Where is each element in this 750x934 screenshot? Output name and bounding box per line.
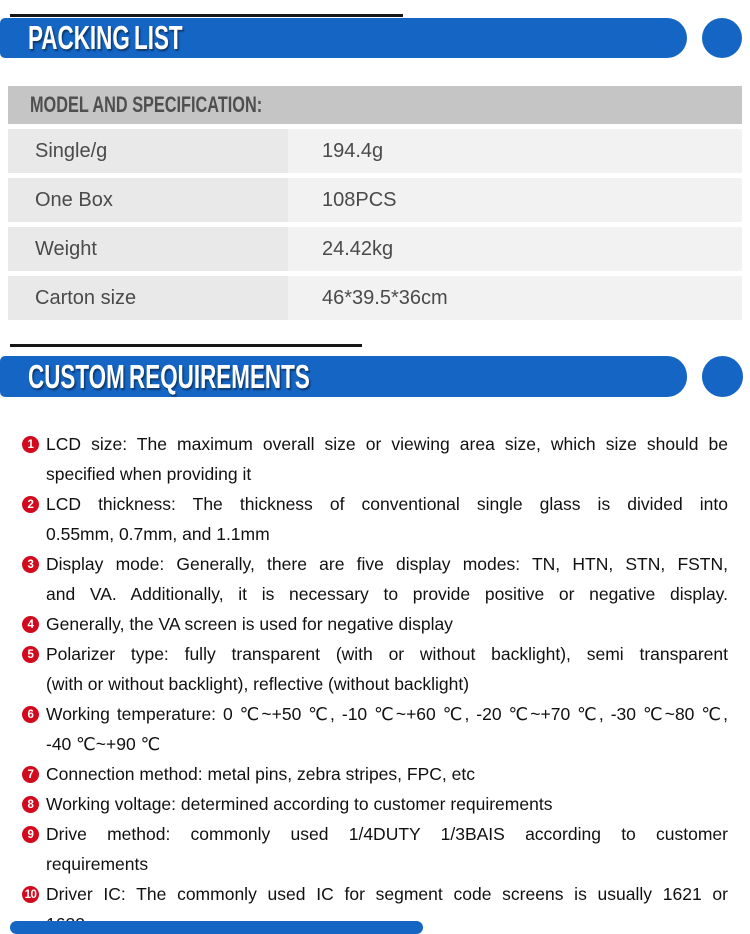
spec-label: Single/g (8, 129, 288, 173)
item-number-badge: 1 (22, 436, 39, 453)
item-text-line: Generally, the VA screen is used for negative display (46, 614, 453, 634)
table-row (8, 129, 742, 173)
item-text-line: LCD size: The maximum overall size or viewing area size, which size should be (46, 434, 728, 454)
custom-requirements-header-bar (0, 356, 687, 397)
model-spec-title: MODEL AND SPECIFICATION: (30, 92, 263, 117)
packing-list-title: PACKING LIST (28, 19, 183, 56)
model-spec-header (8, 86, 742, 124)
item-number-badge: 6 (22, 706, 39, 723)
packing-list-dot (702, 18, 742, 58)
item-number-badge: 4 (22, 616, 39, 633)
spec-label: Weight (8, 227, 288, 271)
list-item (22, 819, 728, 879)
item-text-line: requirements (46, 854, 149, 874)
item-text-line: Polarizer type: fully transparent (with or without backlight), semi transparent (46, 644, 728, 664)
item-text-line: 0.55mm, 0.7mm, and 1.1mm (46, 524, 270, 544)
item-text-line: (with or without backlight), reflective (without backlight) (46, 674, 470, 694)
packing-list-header-bar (0, 18, 687, 58)
model-spec-table (8, 129, 742, 320)
item-number-badge: 8 (22, 796, 39, 813)
spec-value: 108PCS (288, 178, 742, 222)
item-text-line: Working temperature: 0 ℃~+50 ℃, -10 ℃~+60 ℃, -20 ℃~+70 ℃, -30 ℃~80 ℃, (46, 704, 728, 724)
spec-label: Carton size (8, 276, 288, 320)
spec-value: 24.42kg (288, 227, 742, 271)
list-item (22, 639, 728, 699)
custom-requirements-title: CUSTOM REQUIREMENTS (28, 357, 310, 395)
spec-label: One Box (8, 178, 288, 222)
item-number-badge: 7 (22, 766, 39, 783)
list-item (22, 609, 728, 639)
table-row (8, 178, 742, 222)
next-section-bar-cropped (10, 921, 423, 934)
requirements-list (22, 429, 728, 934)
item-text-line: -40 ℃~+90 ℃ (46, 734, 161, 754)
item-number-badge: 3 (22, 556, 39, 573)
list-item (22, 759, 728, 789)
item-number-badge: 9 (22, 826, 39, 843)
list-item (22, 489, 728, 549)
item-text-line: Display mode: Generally, there are five display modes: TN, HTN, STN, FSTN, (46, 554, 728, 574)
list-item (22, 789, 728, 819)
list-item (22, 699, 728, 759)
custom-requirements-dot (702, 356, 743, 397)
item-text-line: and VA. Additionally, it is necessary to provide positive or negative display. (46, 584, 728, 604)
list-item (22, 549, 728, 609)
table-row (8, 227, 742, 271)
item-number-badge: 5 (22, 646, 39, 663)
spec-value: 194.4g (288, 129, 742, 173)
item-number-badge: 10 (22, 886, 39, 903)
custom-requirements-top-rule (10, 344, 362, 347)
item-text-line: Connection method: metal pins, zebra stripes, FPC, etc (46, 764, 475, 784)
item-text-line: LCD thickness: The thickness of conventional single glass is divided into (46, 494, 728, 514)
item-text-line: specified when providing it (46, 464, 252, 484)
item-text-line: Working voltage: determined according to customer requirements (46, 794, 553, 814)
item-text-line: Drive method: commonly used 1/4DUTY 1/3BAIS according to customer (46, 824, 728, 844)
item-text-line: Driver IC: The commonly used IC for segment code screens is usually 1621 or (46, 884, 728, 904)
packing-list-top-rule (10, 14, 403, 17)
table-row (8, 276, 742, 320)
spec-value: 46*39.5*36cm (288, 276, 742, 320)
item-number-badge: 2 (22, 496, 39, 513)
list-item (22, 429, 728, 489)
